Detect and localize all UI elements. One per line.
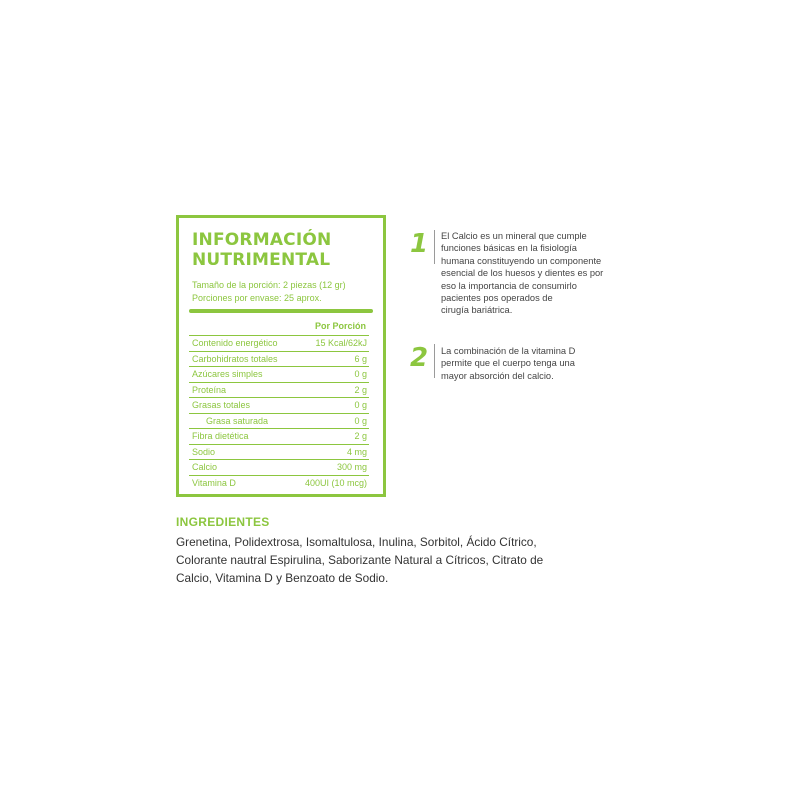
nutrient-label: Vitamina D <box>192 477 236 488</box>
nutrient-label: Proteína <box>192 384 227 395</box>
serving-size: Tamaño de la porción: 2 piezas (12 gr) <box>192 280 346 290</box>
point-line: cirugía bariátrica. <box>441 305 513 316</box>
point-number-1: 1 <box>410 229 429 259</box>
nutrient-label: Contenido energético <box>192 338 278 349</box>
nutrient-row-calcium <box>189 459 369 475</box>
nutrient-row-sodium <box>189 444 369 460</box>
point-divider-1 <box>434 230 435 264</box>
point-line: El Calcio es un mineral que cumple <box>441 231 587 241</box>
nutrient-row-total-fat <box>189 397 369 413</box>
nutrient-value: 2 g <box>354 384 367 395</box>
nutrient-value: 400UI (10 mcg) <box>304 477 367 488</box>
point-line: eso la importancia de consumirlo <box>441 280 577 291</box>
nutrient-label: Sodio <box>192 446 216 457</box>
serving-info <box>192 279 346 305</box>
thick-divider <box>189 309 373 313</box>
nutrient-value: 0 g <box>354 369 367 380</box>
nutrient-value: 0 g <box>354 415 367 426</box>
point-divider-2 <box>434 344 435 378</box>
per-serving-header: Por Porción <box>314 321 366 331</box>
servings-per-container: Porciones por envase: 25 aprox. <box>192 293 322 303</box>
nutrient-row-vitamin-d <box>189 475 369 491</box>
nutrient-row-fiber <box>189 428 369 444</box>
point-line: funciones básicas en la fisiología <box>441 243 577 254</box>
nutrient-label: Fibra dietética <box>192 431 249 442</box>
nutrient-label: Carbohidratos totales <box>192 353 278 364</box>
nutrition-facts-panel <box>176 215 386 497</box>
nutrient-row-energy <box>189 335 369 351</box>
point-text-2 <box>441 345 641 382</box>
nutrient-value: 4 mg <box>346 446 367 457</box>
nutrient-value: 0 g <box>354 400 367 411</box>
nutrient-row-protein <box>189 382 369 398</box>
ingredients-line: Calcio, Vitamina D y Benzoato de Sodio. <box>176 571 389 585</box>
nutrient-row-carbohydrates <box>189 351 369 367</box>
point-line: La combinación de la vitamina D <box>441 346 576 356</box>
nutrition-title: INFORMACIÓN NUTRIMENTAL <box>192 230 332 270</box>
point-line: mayor absorción del calcio. <box>441 370 554 381</box>
nutrient-value: 2 g <box>354 431 367 442</box>
nutrient-label: Grasa saturada <box>206 415 269 426</box>
point-line: humana constituyendo un componente <box>441 255 602 266</box>
nutrient-label: Grasas totales <box>192 400 251 411</box>
ingredients-title: INGREDIENTES <box>176 515 270 529</box>
nutrient-row-saturated-fat <box>189 413 369 429</box>
point-line: esencial de los huesos y dientes es por <box>441 268 604 279</box>
nutrient-value: 15 Kcal/62kJ <box>315 338 367 349</box>
nutrient-label: Azúcares simples <box>192 369 263 380</box>
point-number-2: 2 <box>410 343 429 373</box>
point-line: pacientes pos operados de <box>441 293 553 304</box>
nutrient-label: Calcio <box>192 462 218 473</box>
ingredients-line: Grenetina, Polidextrosa, Isomaltulosa, Inulina, Sorbitol, Ácido Cítrico, <box>176 535 537 549</box>
nutrient-value: 300 mg <box>336 462 367 473</box>
ingredients-line: Colorante nautral Espirulina, Saborizante Natural a Cítricos, Citrato de <box>176 553 544 567</box>
point-text-1 <box>441 230 641 317</box>
nutrient-table <box>189 335 369 490</box>
ingredients-text <box>176 533 576 587</box>
nutrient-row-sugars <box>189 366 369 382</box>
nutrient-value: 6 g <box>354 353 367 364</box>
point-line: permite que el cuerpo tenga una <box>441 358 575 369</box>
